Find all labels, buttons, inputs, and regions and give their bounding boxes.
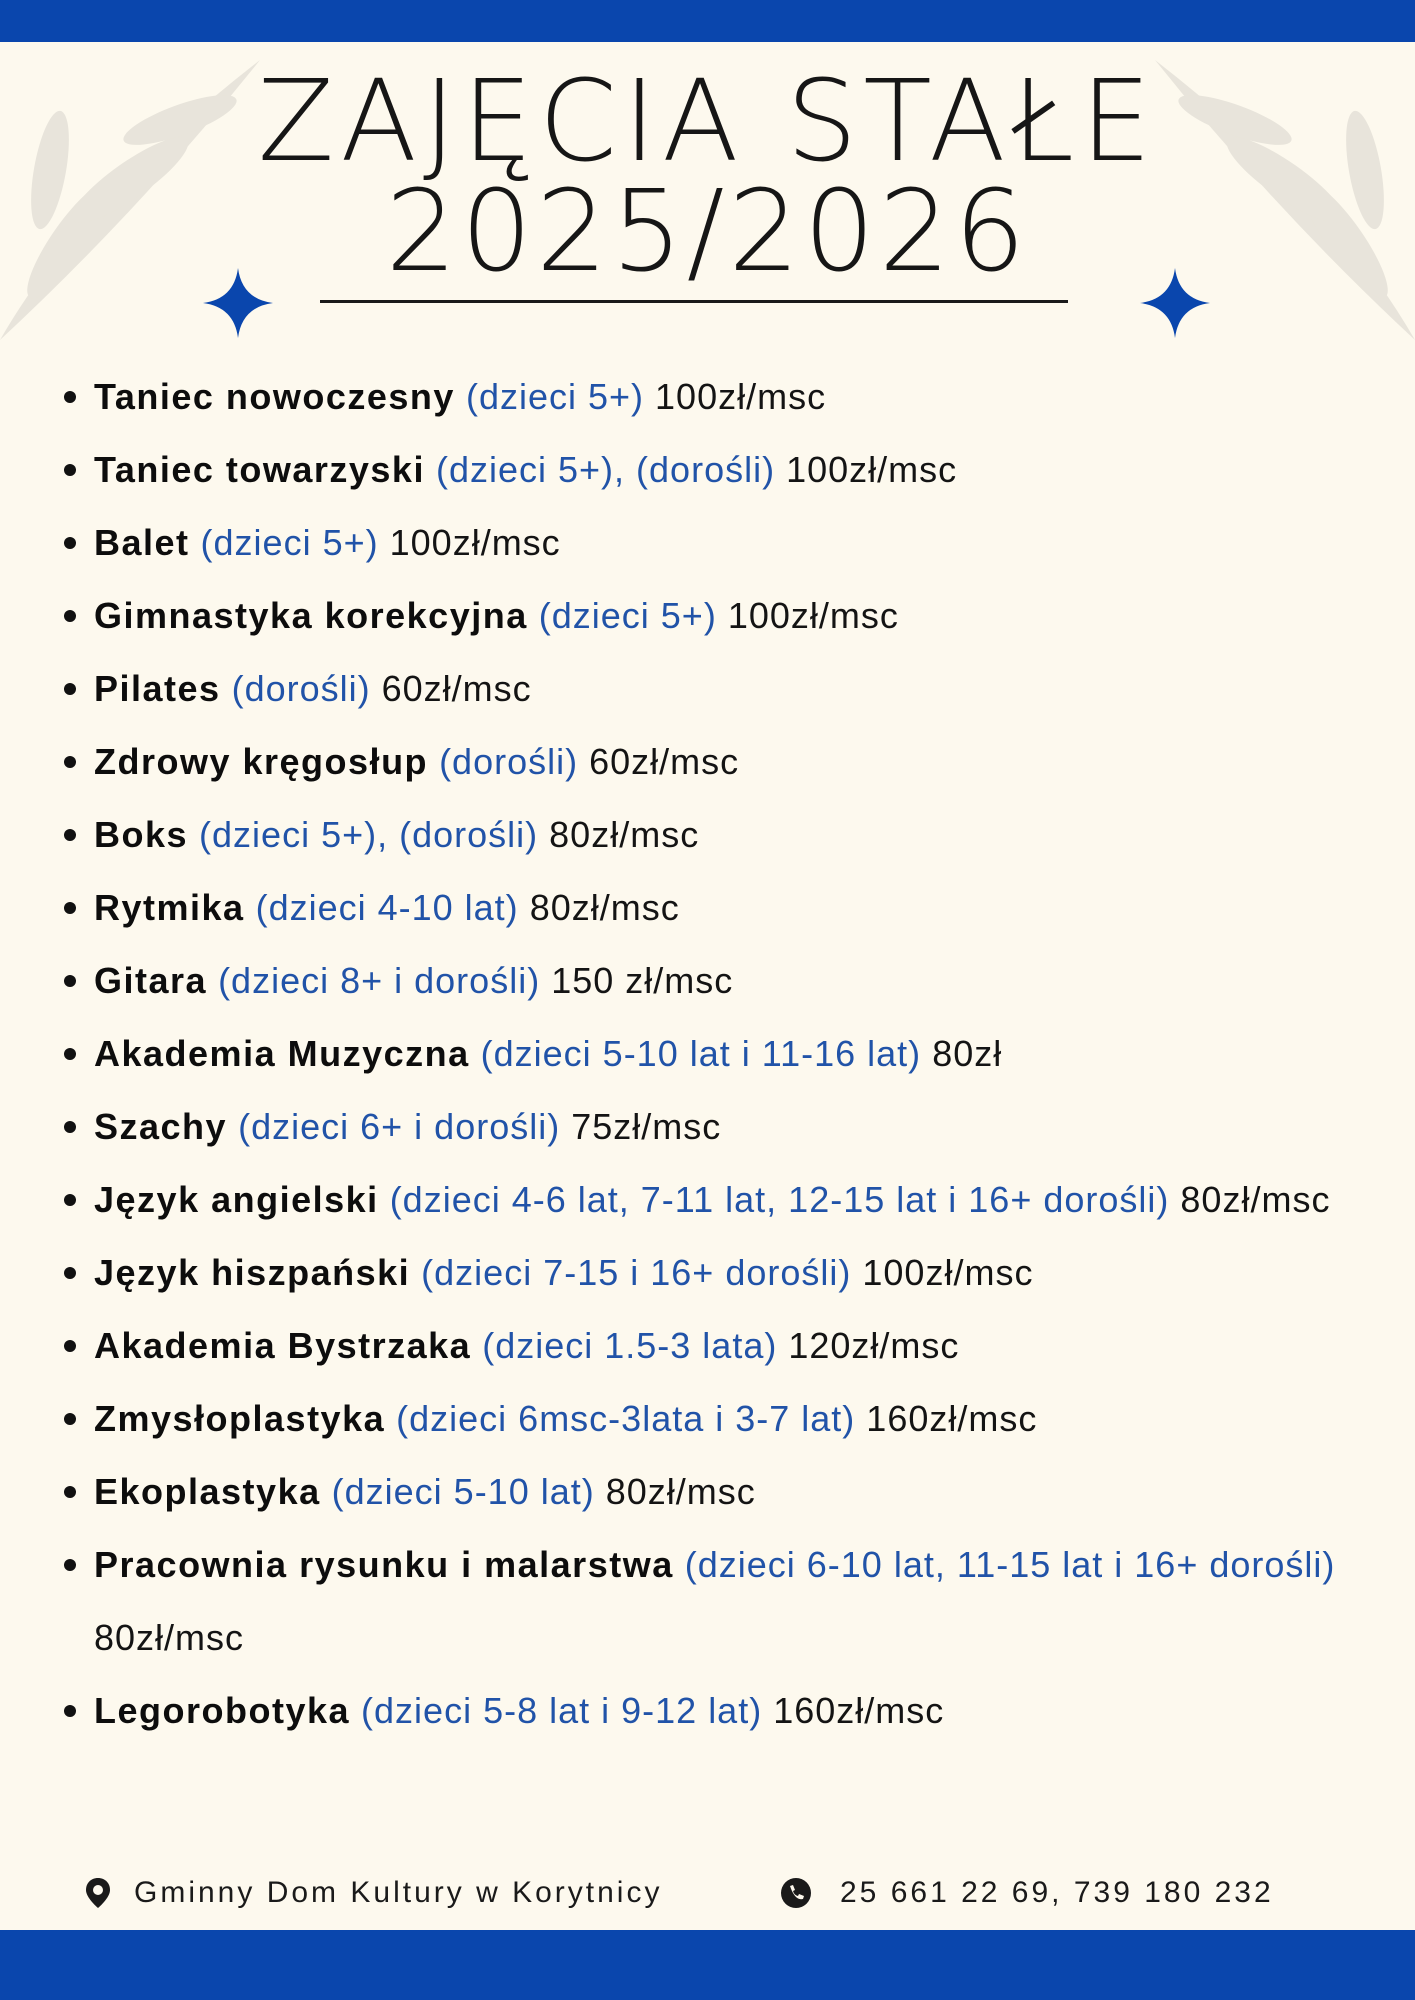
location-text: Gminny Dom Kultury w Korytnicy bbox=[134, 1876, 663, 1909]
activity-name: Akademia Bystrzaka bbox=[94, 1325, 472, 1366]
bullet-icon bbox=[64, 610, 76, 622]
age-group: (dorośli) bbox=[439, 741, 579, 782]
age-group: (dorośli) bbox=[231, 668, 371, 709]
activity-name: Gimnastyka korekcyjna bbox=[94, 595, 528, 636]
age-group: (dzieci 5-10 lat i 11-16 lat) bbox=[480, 1033, 922, 1074]
activity-name: Balet bbox=[94, 522, 190, 563]
list-item bbox=[62, 360, 1362, 433]
monthly-price: 80zł/msc bbox=[1180, 1179, 1331, 1220]
activity-name: Zdrowy kręgosłup bbox=[94, 741, 429, 782]
monthly-price: 75zł/msc bbox=[571, 1106, 722, 1147]
monthly-price: 100zł/msc bbox=[389, 522, 561, 563]
age-group: (dzieci 7-15 i 16+ dorośli) bbox=[421, 1252, 852, 1293]
list-item bbox=[62, 1090, 1362, 1163]
activity-name: Rytmika bbox=[94, 887, 245, 928]
list-item bbox=[62, 725, 1362, 798]
bullet-icon bbox=[64, 756, 76, 768]
bullet-icon bbox=[64, 829, 76, 841]
age-group: (dzieci 5+), (dorośli) bbox=[435, 449, 776, 490]
list-item bbox=[62, 798, 1362, 871]
activity-name: Taniec towarzyski bbox=[94, 449, 425, 490]
activity-name: Legorobotyka bbox=[94, 1690, 351, 1731]
activity-name: Pracownia rysunku i malarstwa bbox=[94, 1544, 674, 1585]
phone-numbers: 25 661 22 69, 739 180 232 bbox=[840, 1876, 1274, 1909]
activity-name: Akademia Muzyczna bbox=[94, 1033, 470, 1074]
activity-list bbox=[62, 360, 1362, 1747]
list-item bbox=[62, 579, 1362, 652]
monthly-price: 120zł/msc bbox=[788, 1325, 960, 1366]
bullet-icon bbox=[64, 1705, 76, 1717]
age-group: (dzieci 1.5-3 lata) bbox=[482, 1325, 778, 1366]
list-item bbox=[62, 433, 1362, 506]
bullet-icon bbox=[64, 902, 76, 914]
bullet-icon bbox=[64, 1194, 76, 1206]
monthly-price: 100zł/msc bbox=[727, 595, 899, 636]
age-group: (dzieci 5-10 lat) bbox=[331, 1471, 595, 1512]
page-title: ZAJĘCIA STAŁE bbox=[257, 57, 1158, 187]
bullet-icon bbox=[64, 1486, 76, 1498]
monthly-price: 60zł/msc bbox=[589, 741, 740, 782]
list-item bbox=[62, 1528, 1362, 1674]
map-pin-icon bbox=[82, 1877, 114, 1909]
season-title: 2025/2026 bbox=[385, 167, 1030, 297]
list-item bbox=[62, 1236, 1362, 1309]
monthly-price: 100zł/msc bbox=[655, 376, 827, 417]
sparkle-star-icon bbox=[203, 268, 273, 338]
age-group: (dzieci 4-6 lat, 7-11 lat, 12-15 lat i 16+ dorośli) bbox=[389, 1179, 1170, 1220]
bullet-icon bbox=[64, 464, 76, 476]
activity-name: Pilates bbox=[94, 668, 221, 709]
list-item bbox=[62, 1674, 1362, 1747]
monthly-price: 160zł/msc bbox=[773, 1690, 945, 1731]
monthly-price: 160zł/msc bbox=[866, 1398, 1038, 1439]
bullet-icon bbox=[64, 683, 76, 695]
bullet-icon bbox=[64, 537, 76, 549]
bullet-icon bbox=[64, 975, 76, 987]
age-group: (dzieci 5+) bbox=[200, 522, 379, 563]
age-group: (dzieci 6-10 lat, 11-15 lat i 16+ dorośli) bbox=[684, 1544, 1336, 1585]
age-group: (dzieci 6msc-3lata i 3-7 lat) bbox=[396, 1398, 856, 1439]
top-band bbox=[0, 0, 1415, 42]
age-group: (dzieci 8+ i dorośli) bbox=[218, 960, 541, 1001]
activity-name: Język angielski bbox=[94, 1179, 379, 1220]
list-item bbox=[62, 871, 1362, 944]
monthly-price: 80zł/msc bbox=[94, 1617, 245, 1658]
age-group: (dzieci 5-8 lat i 9-12 lat) bbox=[361, 1690, 763, 1731]
activity-name: Taniec nowoczesny bbox=[94, 376, 455, 417]
bullet-icon bbox=[64, 391, 76, 403]
phone-icon bbox=[780, 1877, 812, 1909]
activity-name: Język hiszpański bbox=[94, 1252, 411, 1293]
age-group: (dzieci 5+), (dorośli) bbox=[199, 814, 539, 855]
age-group: (dzieci 6+ i dorośli) bbox=[238, 1106, 561, 1147]
monthly-price: 100zł/msc bbox=[862, 1252, 1034, 1293]
monthly-price: 100zł/msc bbox=[786, 449, 958, 490]
activity-name: Gitara bbox=[94, 960, 208, 1001]
footer bbox=[80, 1868, 1380, 1918]
list-item bbox=[62, 944, 1362, 1017]
activity-name: Boks bbox=[94, 814, 189, 855]
list-item bbox=[62, 1309, 1362, 1382]
bullet-icon bbox=[64, 1340, 76, 1352]
age-group: (dzieci 5+) bbox=[465, 376, 645, 417]
bullet-icon bbox=[64, 1559, 76, 1571]
bullet-icon bbox=[64, 1413, 76, 1425]
list-item bbox=[62, 652, 1362, 725]
list-item bbox=[62, 1017, 1362, 1090]
list-item bbox=[62, 1163, 1362, 1236]
monthly-price: 60zł/msc bbox=[381, 668, 532, 709]
activity-name: Ekoplastyka bbox=[94, 1471, 321, 1512]
activity-name: Szachy bbox=[94, 1106, 228, 1147]
title-underline bbox=[320, 300, 1068, 303]
bullet-icon bbox=[64, 1267, 76, 1279]
monthly-price: 80zł bbox=[932, 1033, 1003, 1074]
list-item bbox=[62, 1455, 1362, 1528]
monthly-price: 80zł/msc bbox=[549, 814, 700, 855]
monthly-price: 150 zł/msc bbox=[551, 960, 734, 1001]
bullet-icon bbox=[64, 1048, 76, 1060]
list-item bbox=[62, 1382, 1362, 1455]
monthly-price: 80zł/msc bbox=[605, 1471, 756, 1512]
sparkle-star-icon bbox=[1140, 268, 1210, 338]
activity-name: Zmysłoplastyka bbox=[94, 1398, 386, 1439]
age-group: (dzieci 5+) bbox=[538, 595, 717, 636]
monthly-price: 80zł/msc bbox=[529, 887, 680, 928]
list-item bbox=[62, 506, 1362, 579]
bottom-band bbox=[0, 1930, 1415, 2000]
bullet-icon bbox=[64, 1121, 76, 1133]
age-group: (dzieci 4-10 lat) bbox=[255, 887, 519, 928]
